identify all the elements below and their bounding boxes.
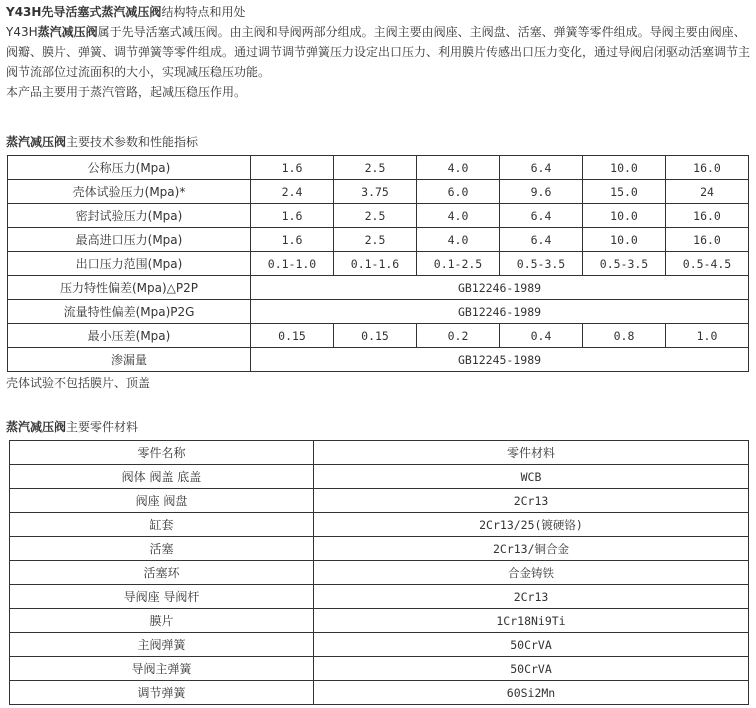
param-value: 6.4 (500, 228, 583, 252)
table-row (10, 681, 749, 705)
param-value: 1.6 (251, 228, 334, 252)
param-value: 0.2 (417, 324, 500, 348)
table-row (8, 156, 749, 180)
materials-heading-rest: 主要零件材料 (66, 420, 139, 434)
table-row (8, 180, 749, 204)
table-row (8, 348, 749, 372)
intro-product-name: 蒸汽减压阀 (37, 25, 98, 39)
part-material: 2Cr13/铜合金 (314, 537, 749, 561)
param-value: 0.5-4.5 (666, 252, 749, 276)
materials-table (9, 440, 749, 705)
intro-paragraph (6, 22, 752, 82)
part-material: 60Si2Mn (314, 681, 749, 705)
part-name: 调节弹簧 (10, 681, 314, 705)
param-value: 0.1-2.5 (417, 252, 500, 276)
table-row (8, 300, 749, 324)
table-row (10, 657, 749, 681)
table-header-row (10, 441, 749, 465)
param-value: 6.4 (500, 204, 583, 228)
param-value: 10.0 (583, 228, 666, 252)
param-label: 渗漏量 (8, 348, 251, 372)
table-row (8, 252, 749, 276)
param-value: 0.5-3.5 (583, 252, 666, 276)
param-standard: GB12246-1989 (251, 276, 749, 300)
part-material: 50CrVA (314, 633, 749, 657)
param-value: 16.0 (666, 156, 749, 180)
part-material: 1Cr18Ni9Ti (314, 609, 749, 633)
part-material: WCB (314, 465, 749, 489)
intro-usage: 本产品主要用于蒸汽管路，起减压稳压作用。 (6, 85, 247, 99)
param-value: 4.0 (417, 228, 500, 252)
table-row (8, 276, 749, 300)
part-name: 膜片 (10, 609, 314, 633)
param-value: 0.8 (583, 324, 666, 348)
intro-section (6, 2, 752, 102)
params-heading-rest: 主要技术参数和性能指标 (66, 135, 199, 149)
param-label: 出口压力范围(Mpa) (8, 252, 251, 276)
part-name: 主阀弹簧 (10, 633, 314, 657)
param-value: 2.5 (334, 156, 417, 180)
param-value: 1.6 (251, 156, 334, 180)
param-value: 1.0 (666, 324, 749, 348)
part-material: 合金铸铁 (314, 561, 749, 585)
param-standard: GB12246-1989 (251, 300, 749, 324)
table-row (10, 489, 749, 513)
intro-title-rest: 结构特点和用处 (161, 5, 246, 19)
column-header-material: 零件材料 (314, 441, 749, 465)
param-label: 最小压差(Mpa) (8, 324, 251, 348)
params-heading-bold: 蒸汽减压阀 (6, 135, 67, 149)
param-value: 0.15 (251, 324, 334, 348)
intro-title-bold: Y43H先导活塞式蒸汽减压阀 (6, 5, 162, 19)
table-row (10, 633, 749, 657)
param-value: 16.0 (666, 228, 749, 252)
param-value: 16.0 (666, 204, 749, 228)
param-value: 2.4 (251, 180, 334, 204)
param-label: 壳体试验压力(Mpa)* (8, 180, 251, 204)
part-material: 2Cr13/25(镀硬铬) (314, 513, 749, 537)
param-value: 15.0 (583, 180, 666, 204)
part-name: 阀座 阀盘 (10, 489, 314, 513)
table-row (10, 465, 749, 489)
params-note: 壳体试验不包括膜片、顶盖 (6, 376, 151, 390)
table-row (8, 204, 749, 228)
part-name: 缸套 (10, 513, 314, 537)
table-row (10, 513, 749, 537)
params-heading (6, 133, 198, 151)
table-row (10, 585, 749, 609)
intro-description: 属于先导活塞式减压阀。由主阀和导阀两部分组成。主阀主要由阀座、主阀盘、活塞、弹簧等零件组成。导阀主要由阀座、阀瓣、膜片、弹簧、调节弹簧等零件组成。通过调节调节弹簧压力设定出口压力、利用膜片传感出口压力变化，通过导阀启闭驱动活塞调节主阀节流部位过流面积的大小，实现减压稳压功能。 (6, 25, 751, 79)
table-row (8, 228, 749, 252)
table-row (10, 609, 749, 633)
param-value: 0.15 (334, 324, 417, 348)
part-name: 阀体 阀盖 底盖 (10, 465, 314, 489)
materials-heading-bold: 蒸汽减压阀 (6, 420, 67, 434)
param-value: 10.0 (583, 204, 666, 228)
param-value: 4.0 (417, 156, 500, 180)
param-label: 最高进口压力(Mpa) (8, 228, 251, 252)
param-value: 10.0 (583, 156, 666, 180)
part-material: 2Cr13 (314, 585, 749, 609)
table-row (8, 324, 749, 348)
materials-heading (6, 418, 138, 436)
param-standard: GB12245-1989 (251, 348, 749, 372)
param-value: 2.5 (334, 228, 417, 252)
param-value: 4.0 (417, 204, 500, 228)
param-value: 0.1-1.0 (251, 252, 334, 276)
part-name: 活塞环 (10, 561, 314, 585)
params-table (7, 155, 749, 372)
part-material: 50CrVA (314, 657, 749, 681)
param-label: 流量特性偏差(Mpa)P2G (8, 300, 251, 324)
param-value: 0.4 (500, 324, 583, 348)
part-material: 2Cr13 (314, 489, 749, 513)
param-value: 1.6 (251, 204, 334, 228)
table-row (10, 561, 749, 585)
part-name: 导阀主弹簧 (10, 657, 314, 681)
param-label: 压力特性偏差(Mpa)△P2P (8, 276, 251, 300)
part-name: 导阀座 导阀杆 (10, 585, 314, 609)
param-value: 3.75 (334, 180, 417, 204)
intro-model: Y43H (6, 25, 38, 39)
param-value: 2.5 (334, 204, 417, 228)
param-value: 0.5-3.5 (500, 252, 583, 276)
table-row (10, 537, 749, 561)
param-value: 6.4 (500, 156, 583, 180)
column-header-part: 零件名称 (10, 441, 314, 465)
param-label: 密封试验压力(Mpa) (8, 204, 251, 228)
part-name: 活塞 (10, 537, 314, 561)
param-value: 9.6 (500, 180, 583, 204)
param-value: 0.1-1.6 (334, 252, 417, 276)
param-label: 公称压力(Mpa) (8, 156, 251, 180)
param-value: 6.0 (417, 180, 500, 204)
param-value: 24 (666, 180, 749, 204)
intro-title (6, 2, 752, 22)
